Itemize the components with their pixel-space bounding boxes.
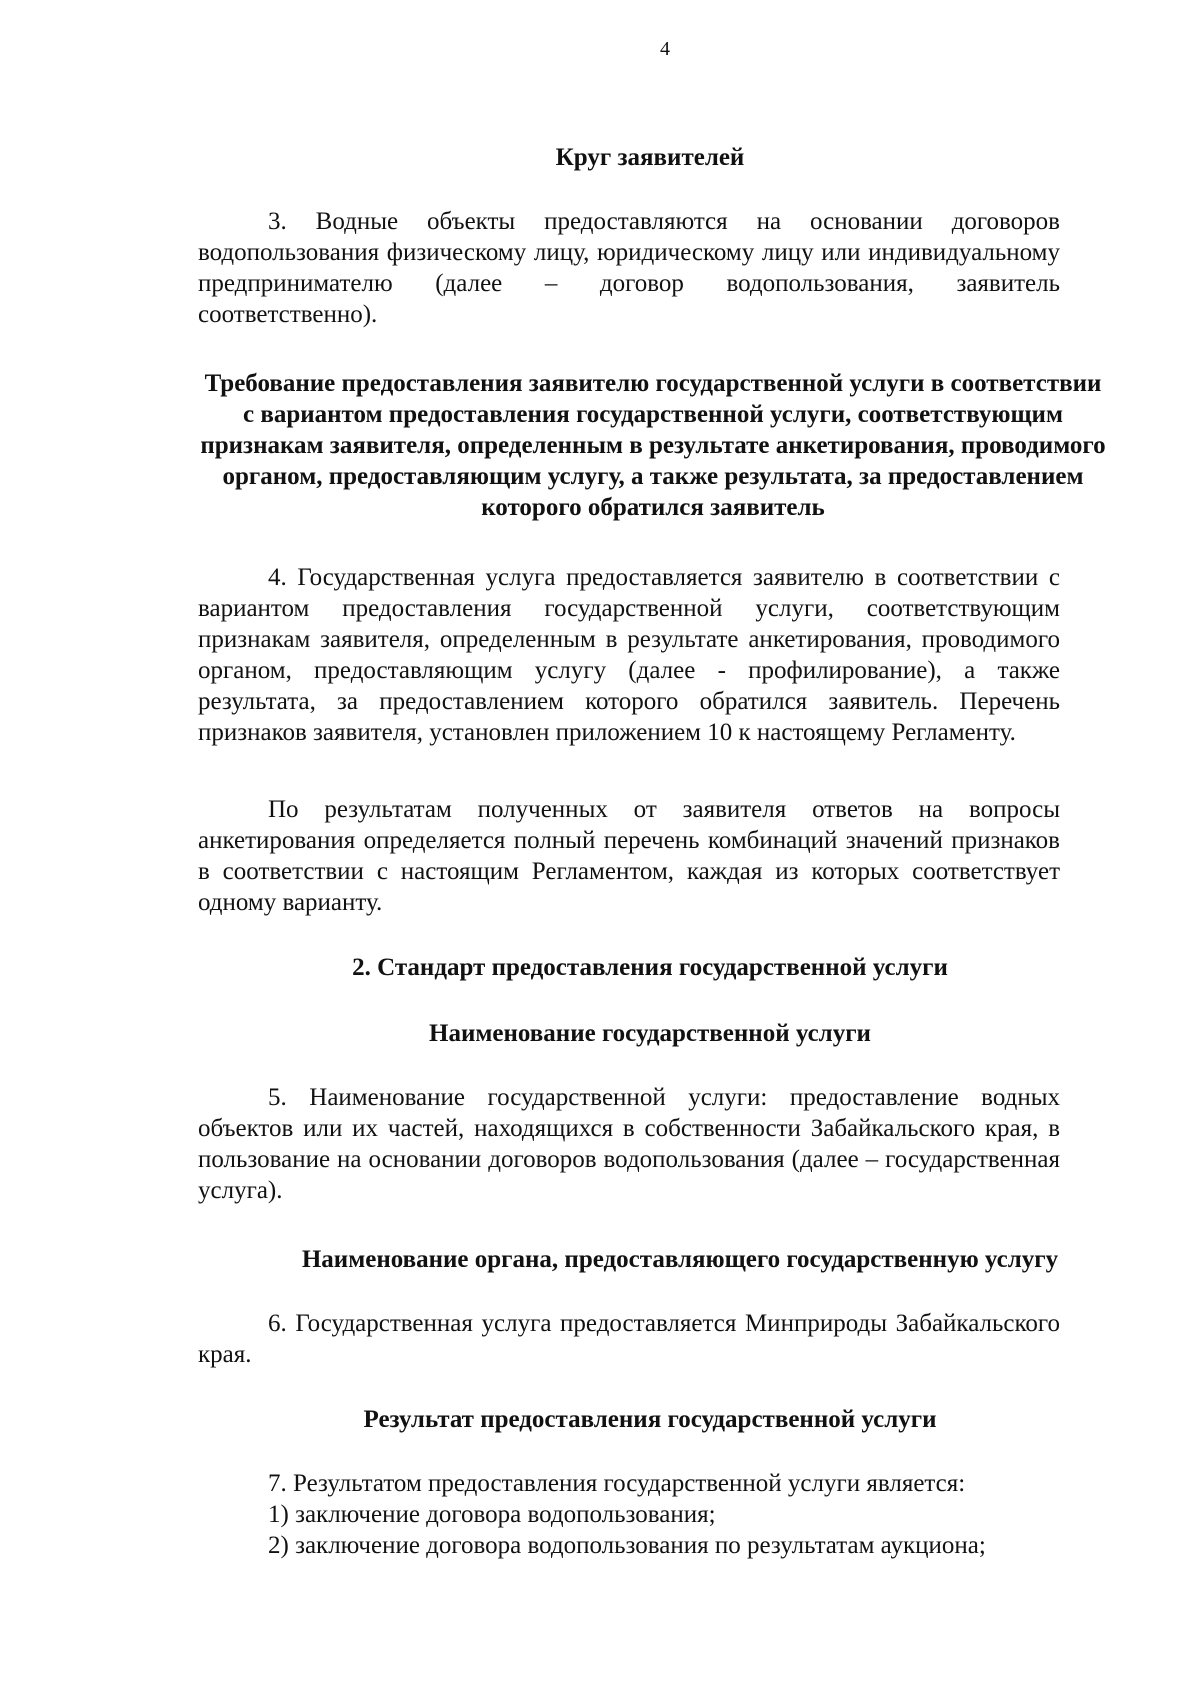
- paragraph-4-continued: По результатам полученных от заявителя ответов на вопросы анкетирования определяется полный перечень комбинаций значений признаков в соответствии с настоящим Регламентом, каждая из которых соответствует одному варианту.: [198, 796, 1060, 916]
- section-heading-requirement: Требование предоставления заявителю государственной услуги в соответствии с вариантом предоставления государственной услуги, соответствующим признакам заявителя, определенным в результате анкетирования, проводимого органом, предоставляющим услугу, а также результата, за предоставлением которого обратился заявитель: [200, 370, 1106, 521]
- section-heading-applicants: Круг заявителей: [555, 144, 745, 171]
- list-item: 2) заключение договора водопользования по результатам аукциона;: [268, 1532, 986, 1559]
- section-heading-standard: 2. Стандарт предоставления государственной услуги: [352, 954, 948, 981]
- section-heading-result: Результат предоставления государственной услуги: [363, 1406, 937, 1433]
- list-item: 1) заключение договора водопользования;: [268, 1501, 716, 1528]
- page-number: 4: [660, 38, 670, 60]
- section-heading-organ: Наименование органа, предоставляющего государственную услугу: [301, 1246, 1059, 1273]
- result-list: [198, 1468, 1098, 1561]
- paragraph-5: 5. Наименование государственной услуги: предоставление водных объектов или их частей, находящихся в собственности Забайкальского края, в пользование на основании договоров водопользования (далее – государственная услуга).: [198, 1084, 1060, 1204]
- section-heading-service-name: Наименование государственной услуги: [429, 1020, 871, 1047]
- paragraph-6: 6. Государственная услуга предоставляется Минприроды Забайкальского края.: [198, 1310, 1060, 1368]
- paragraph-4: 4. Государственная услуга предоставляется заявителю в соответствии с вариантом предоставления государственной услуги, соответствующим признакам заявителя, определенным в результате анкетирования, проводимого органом, предоставляющим услугу (далее - профилирование), а также результата, за предоставлением которого обратился заявитель. Перечень признаков заявителя, установлен приложением 10 к настоящему Регламенту.: [198, 564, 1060, 746]
- list-item: 7. Результатом предоставления государственной услуги является:: [268, 1470, 966, 1497]
- paragraph-3: 3. Водные объекты предоставляются на основании договоров водопользования физическому лицу, юридическому лицу или индивидуальному предпринимателю (далее – договор водопользования, заявитель соответственно).: [198, 208, 1060, 328]
